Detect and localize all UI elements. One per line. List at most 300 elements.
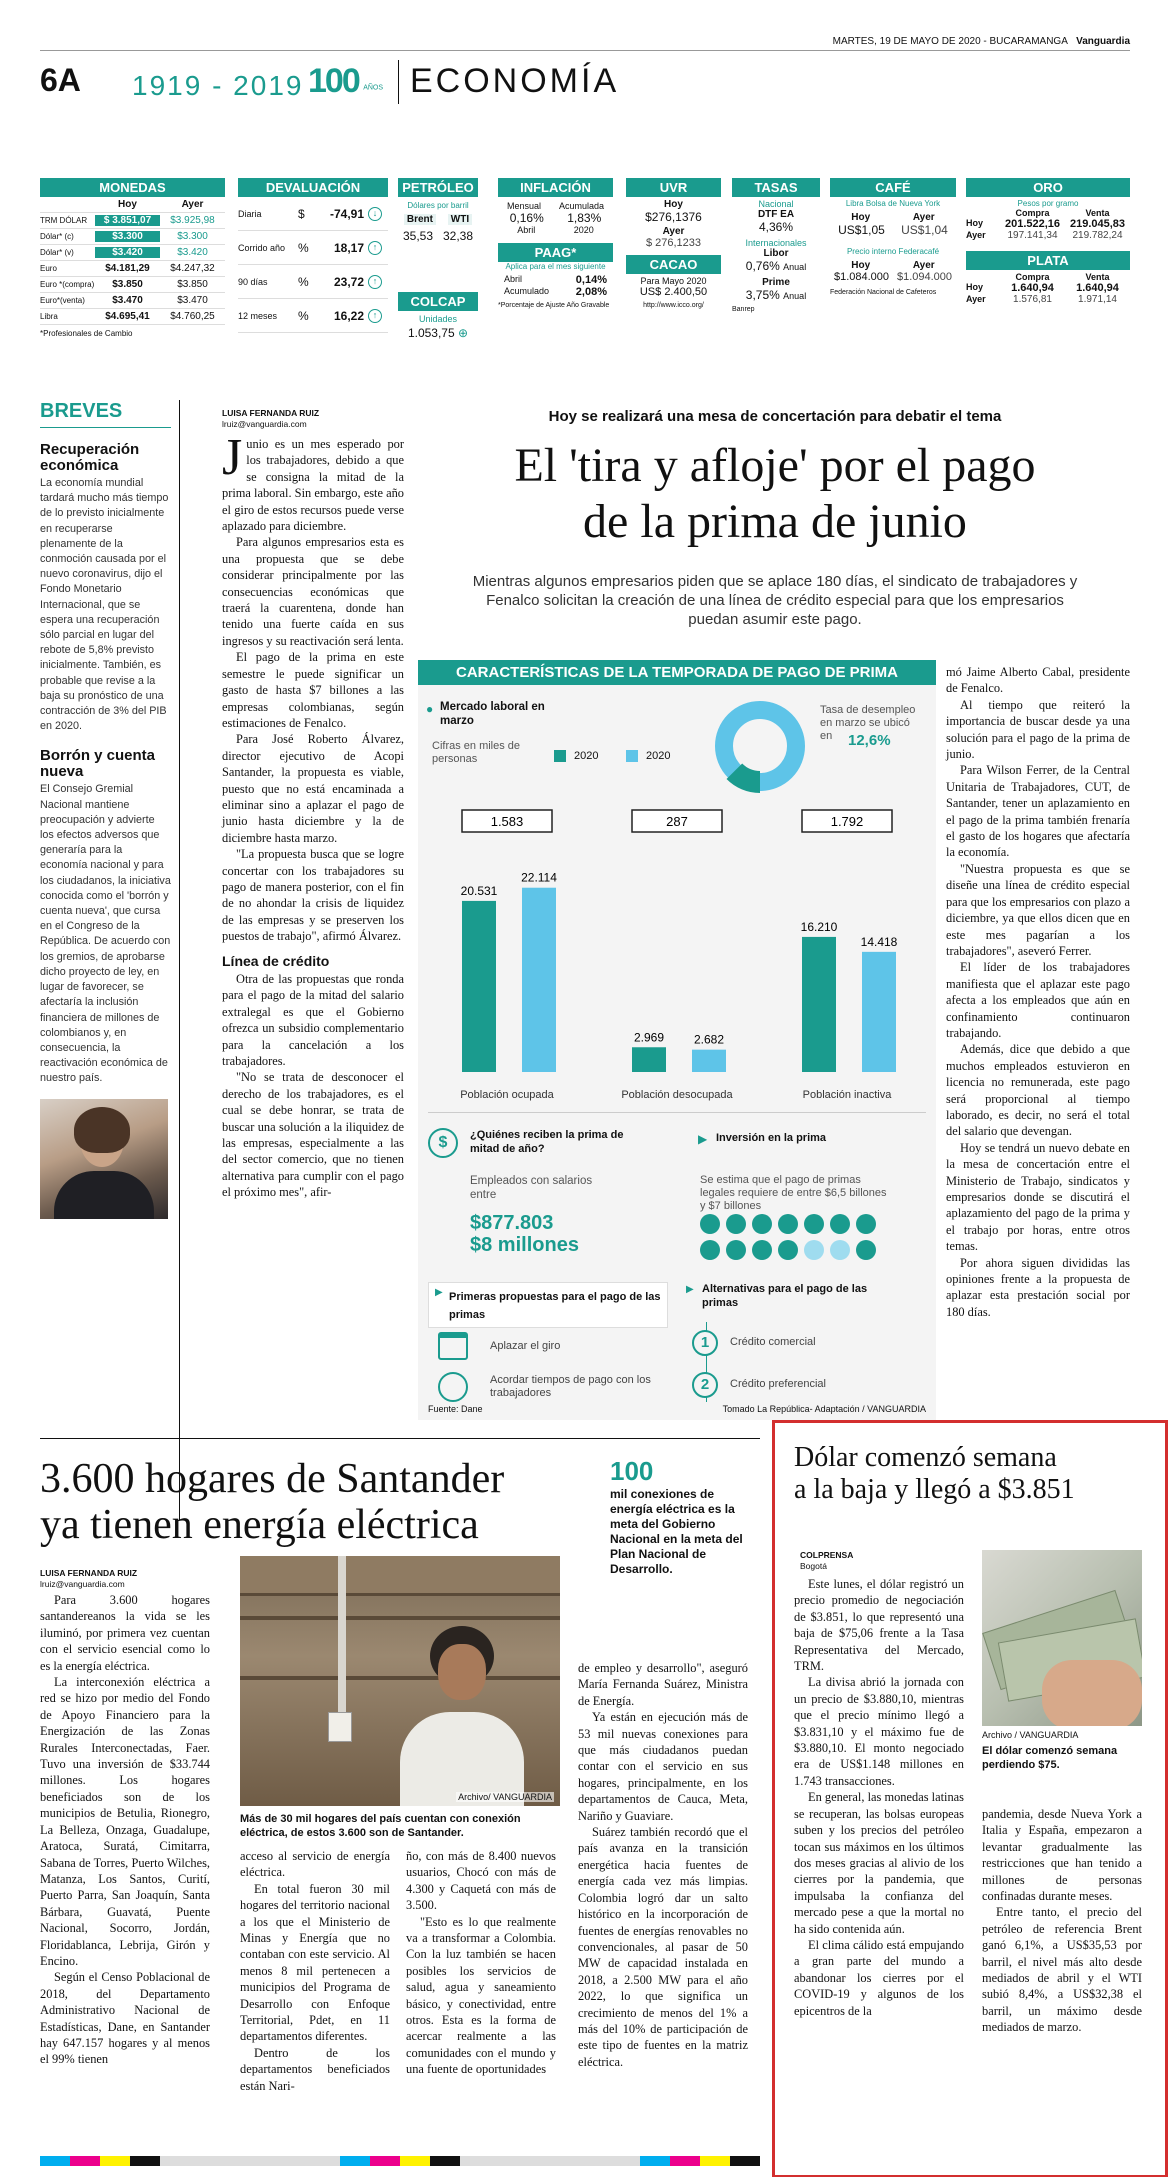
libor-name: Libor	[763, 248, 789, 259]
mensual-value: 0,16%	[509, 211, 544, 225]
currency-hoy: $ 3.851,07	[95, 215, 160, 226]
plata-ayer-venta: 1.971,14	[1078, 294, 1117, 305]
category-label: Población inactiva	[802, 1089, 892, 1101]
quienes-title: ¿Quiénes reciben la prima de mitad de año?	[470, 1129, 624, 1155]
energia-c2: La interconexión eléctrica a red se hizo por medio del Fondo de Apoyo Financiero para la Energización de las Zonas Rurales Interconectadas, Faer. Tuvo una inversión de $33.744 millones. Los hogares beneficiados son de los municipios de Betulia, Rionegro, La Belleza, Onzaga, Guadalupe, Aratoca, Suratá, Cimitarra, Sabana de Torres, Puerto Wilches, Matanza, Los Santos, Curití, Puerto Parra, San Joaquín, Santa Bárbara, Guavatá, Puente Nacional, Socorro, Jordán, Floridablanca, Lebrija, Girón y Encino.	[40, 1675, 210, 1968]
devaluacion-row	[238, 299, 388, 333]
currency-hoy: $4.695,41	[105, 311, 150, 322]
primeras-arrow-icon: ▶	[435, 1287, 443, 1298]
main-byline	[222, 408, 402, 430]
main-p3: El pago de la prima en este semestre le puede significar un gasto de hasta $7 billones a las empresas colombianas, según estimaciones de Fenalco.	[222, 650, 404, 730]
prop2: Acordar tiempos de pago con los trabajadores	[490, 1374, 651, 1399]
cafe-int-values	[830, 271, 956, 283]
prime-sub: Anual	[783, 291, 807, 301]
tasas-src: Banrep	[732, 306, 755, 313]
petroleo-sub: Dólares por barril	[407, 201, 469, 210]
up-arrow-icon: ⊕	[458, 326, 469, 340]
prime-value: 3,75%	[745, 288, 780, 302]
acumulada-label: Acumulada	[558, 201, 605, 211]
colcap-box	[398, 292, 478, 352]
cafe-int-ayer: $1.094.000	[896, 271, 953, 283]
prime-row	[732, 288, 820, 302]
energia-bigstat	[610, 1456, 760, 1577]
currency-ayer: $3.925,98	[170, 215, 215, 226]
petroleo-box	[398, 178, 478, 268]
oro-hoy-venta: 219.045,83	[1069, 218, 1126, 230]
legend-2020a	[554, 750, 598, 762]
deval-value: -74,91	[329, 206, 364, 221]
energia-c6: Dentro de los departamentos beneficiados están Nari-	[240, 2045, 390, 2093]
energia-c5: En total fueron 30 mil hogares del territorio nacional a los que el Ministerio de Minas y Energía que no contaban con este servicio. Al menos 8 mil pertenecen a municipios del Programa de Desarrollo con Enfoque Territorial, Pdet, en 11 departamentos diferentes.	[240, 1881, 390, 2044]
dolar-d3: En general, las monedas latinas se recuperan, las bolsas europeas suben y los precios del petróleo tocan sus máximos en los últimos dos meses gracias al alivio de los cierres por la pandemia, que impulsaba la confianza del mercado pese a que la mortal no ha sido contenida aún.	[794, 1790, 964, 1936]
billion-dot	[830, 1240, 850, 1260]
plata-hoy-row	[966, 282, 1130, 294]
oro-hoy-compra: 201.522,16	[1004, 218, 1061, 230]
energia-c11: Suárez también recordó que el país avanza en la transición energética hacia fuentes de energía cada vez más limpias. Colombia logró dar un salto histórico en la incorporación de fuentes de energías renovables no convencionales, al pasar de 50 MW de capacidad instalada en 2018, a 2.500 MW para el año 2022, lo que significa un crecimiento de menos del 1% a más del 10% de participación de este tipo de fuentes en la matriz eléctrica.	[578, 1825, 748, 2069]
acumulada-sub: 2020	[573, 225, 594, 235]
plata-ayer-row	[966, 294, 1130, 305]
inflacion-values	[498, 211, 613, 225]
energia-big-num: 100	[610, 1456, 654, 1486]
inflacion-box	[498, 178, 613, 358]
oro-compra-label: Compra	[1015, 208, 1050, 218]
section-title: ECONOMÍA	[410, 62, 620, 100]
billion-dot	[752, 1240, 772, 1260]
deval-label: 12 meses	[238, 310, 278, 321]
cafe-int-labels	[830, 260, 956, 271]
desempleo-label: Tasa de desempleo en marzo se ubicó en	[820, 704, 916, 742]
billion-dot	[856, 1240, 876, 1260]
alt2-badge: 2	[692, 1372, 718, 1398]
main-column-1	[222, 429, 404, 1201]
deval-label: 90 días	[238, 276, 268, 287]
woman-face-shape	[438, 1644, 486, 1700]
currency-label: Dólar* (v)	[40, 248, 74, 257]
paper-name: Vanguardia	[1076, 36, 1130, 47]
alt1-badge: 1	[692, 1330, 718, 1356]
legend-2020b-text: 2020	[646, 750, 671, 762]
inflacion-title: INFLACIÓN	[498, 178, 613, 197]
currency-hoy: $3.420	[95, 247, 160, 258]
breve-2-body: El Consejo Gremial Nacional mantiene preocupación y advierte los efectos adversos que generaría para la economía nacional y para los ciudadanos, la iniciativa conocida como el 'borrón y cuenta nueva', que cursa en el Congreso de la República. De acuerdo con los gremios, de aprobarse dicho proyecto de ley, en lugar de favorecer, se afectaría la inclusión financiera de millones de colombianos y, en consecuencia, la reactivación económica de nuestro país.	[40, 783, 171, 1085]
dolar-d4: El clima cálido está empujando a gran parte del mundo a abandonar los cierres por el COVID-19 y algunos de los epicentros de la	[794, 1937, 964, 2018]
cifras-label: Cifras en miles de personas	[432, 740, 521, 765]
main-r1: mó Jaime Alberto Cabal, presidente de Fenalco.	[946, 665, 1130, 696]
cafe-int-ayer-label: Ayer	[912, 260, 935, 271]
mercado-label: Mercado laboral en marzo	[440, 701, 545, 727]
deval-sym: %	[298, 274, 309, 289]
main-r7: Hoy se tendrá un nuevo debate en la mesa de concertación entre el Ministerio de Trabajo, sindicatos y empresarios donde se discutirá el aplazamiento del pago de la prima y el trabajo por horas, entre otros temas.	[946, 1140, 1130, 1254]
deval-sym: $	[298, 206, 305, 221]
dolar-d1: Este lunes, el dólar registró un precio promedio de negociación de $3.851, lo que representó una baja de $75,06 frente a la Tasa Representativa del Mercado, TRM.	[794, 1577, 964, 1674]
deval-sym: %	[298, 240, 309, 255]
libor-value: 0,76%	[745, 259, 780, 273]
inflacion-subs	[498, 225, 613, 235]
monedas-row	[40, 213, 225, 229]
main-p2: Para algunos empresarios esta es una propuesta que se debe considerar principalmente por las consecuencias económicas que traerá la cuarentena, donde han tenido una fuerte caída en sus ingresos y su reactivación será lenta.	[222, 535, 404, 648]
oro-box	[966, 178, 1130, 358]
dolar-photo-credit: Archivo / VANGUARDIA	[982, 1730, 1079, 1740]
breve-1-body: La economía mundial tardará mucho más tiempo de lo previsto inicialmente en recuperarse plenamente de la conmoción causada por el nuevo coronavirus, dijo el Fondo Monetario Internacional, que se espera una recuperación sólo parcial en lugar del rebote de 5,8% previsto inicialmente. También, es probable que revise a la baja su pronóstico de una contracción de 3% del PIB en 2020.	[40, 477, 169, 733]
petroleo-title: PETRÓLEO	[398, 178, 478, 197]
energia-author: LUISA FERNANDA RUIZ	[40, 1568, 138, 1578]
dolar-col-2	[982, 1806, 1142, 2036]
currency-label: TRM DÓLAR	[40, 216, 88, 225]
salario-max: $8 millones	[470, 1234, 579, 1256]
energia-headline-line2: ya tienen energía eléctrica	[40, 1502, 479, 1548]
energia-c9: de empleo y desarrollo", aseguró María Fernanda Suárez, Ministra de Energía.	[578, 1661, 748, 1708]
energia-byline	[40, 1568, 220, 1590]
unemployment-donut	[710, 696, 810, 796]
bar-label-2020b: 22.114	[521, 870, 557, 885]
mercado-icon: ●	[426, 702, 434, 716]
main-email[interactable]: lruiz@vanguardia.com	[222, 419, 307, 429]
energia-c10: Ya están en ejecución más de 53 mil nuevas conexiones para que más ciudadanos puedan contar con el servicio en sus hogares, principalmente, en los departamentos de Cauca, Meta, Nariño y Guaviare.	[578, 1710, 748, 1823]
brent-value: 35,53	[402, 229, 434, 243]
monedas-title: MONEDAS	[40, 178, 225, 197]
deval-label: Diaria	[238, 208, 262, 219]
cacao-src[interactable]: http://www.icco.org/	[643, 302, 704, 309]
logo-number: 100	[308, 62, 359, 100]
dolar-city: Bogotá	[800, 1561, 827, 1571]
dolar-headline-line2: a la baja y llegó a $3.851	[794, 1474, 1075, 1505]
quienes-icon: $	[428, 1128, 458, 1158]
main-p5: "La propuesta busca que se logre concertar con los trabajadores su pago de manera posterior, con el fin de no ahondar la crisis de liquidez de las empresas y se preserven los puestos de trabajo", afirmó Álvarez.	[222, 847, 404, 944]
light-switch-icon	[328, 1712, 352, 1742]
woman-figure	[390, 1626, 530, 1806]
wti-value: 32,38	[442, 229, 474, 243]
infographic-credit: Tomado La República- Adaptación / VANGUARDIA	[722, 1404, 926, 1414]
libor-sub: Anual	[783, 262, 807, 272]
energia-headline-line1: 3.600 hogares de Santander	[40, 1456, 505, 1502]
energia-c3: Según el Censo Poblacional de 2018, del Departamento Administrativo Nacional de Estadísticas, Dane, en Santander hay 647.157 hogares y al menos el 99% tienen	[40, 1970, 210, 2067]
dtf-name: DTF EA	[757, 209, 795, 220]
main-column-right	[946, 664, 1130, 1320]
primeras-box	[428, 1282, 668, 1402]
cacao-sub: Para Mayo 2020	[640, 276, 707, 286]
plata-compra-label: Compra	[1015, 272, 1050, 282]
clock-icon	[438, 1372, 468, 1402]
devaluacion-row	[238, 231, 388, 265]
paag-acum-label: Acumulado	[504, 286, 550, 296]
cafe-sub2: Precio interno Federacafé	[846, 247, 940, 256]
monedas-head-row	[40, 197, 225, 213]
monedas-hoy-label: Hoy	[118, 199, 137, 210]
mensual-label: Mensual	[506, 201, 542, 211]
energia-email[interactable]: lruiz@vanguardia.com	[40, 1579, 125, 1589]
bar-2020b	[692, 1050, 726, 1072]
dolar-col-1	[794, 1576, 964, 2019]
deval-sym: %	[298, 308, 309, 323]
devaluacion-row	[238, 265, 388, 299]
billion-dot	[778, 1240, 798, 1260]
main-author: LUISA FERNANDA RUIZ	[222, 408, 320, 418]
currency-ayer: $4.247,32	[170, 263, 215, 274]
infographic	[418, 660, 936, 1420]
cafe-sub1: Libra Bolsa de Nueva York	[845, 199, 941, 208]
oro-ayer-row	[966, 230, 1130, 241]
bar-label-2020a: 16.210	[800, 919, 838, 934]
alternativas-arrow-icon: ▶	[686, 1284, 694, 1295]
monedas-note: *Profesionales de Cambio	[40, 329, 133, 338]
deval-value: 23,72	[333, 274, 364, 289]
dolar-d6: Entre tanto, el precio del petróleo de referencia Brent ganó 6,1%, a US$35,53 por barril, el nivel más alto desde mediados de abril y el WTI subió 8,4%, a US$32,38 el barril, un máximo desde mediados de marzo.	[982, 1905, 1142, 2035]
currency-ayer: $4.760,25	[170, 311, 215, 322]
diff-value: 1.583	[490, 814, 524, 829]
bar-2020b	[862, 952, 896, 1072]
devaluacion-box	[238, 178, 388, 338]
main-p4: Para José Roberto Álvarez, director ejecutivo de Acopi Santander, la propuesta es viable, puesto que no está encaminada a eliminar sino a aplazar el pago de junio hasta diciembre y la de diciembre hasta marzo.	[222, 732, 404, 845]
dolar-photo	[982, 1550, 1142, 1726]
main-r4: "Nuestra propuesta es que se diseñe una línea de crédito especial para que los empresarios con plazo a diciembre, ya que ellos dicen que en este mes pagarían a los trabajadores", aseveró Ferrer.	[946, 861, 1130, 958]
cafe-ny-values	[830, 223, 956, 237]
bar-2020a	[632, 1047, 666, 1072]
energia-c8: "Esto es lo que realmente va a transformar a Colombia. Con la luz también se hacen posibles los servicios de salud, agua y saneamiento básico, y conectividad, entre otros. Esta es la forma de acercar realmente a las comunidades con el mundo y una fuente de oportunidades	[406, 1914, 556, 2077]
billion-dot	[804, 1240, 824, 1260]
page-number: 6A	[40, 62, 81, 98]
bar-label-2020a: 20.531	[460, 883, 498, 898]
devaluacion-title: DEVALUACIÓN	[238, 178, 388, 197]
petroleo-values	[398, 229, 478, 243]
desempleo-value: 12,6%	[848, 732, 891, 749]
devaluacion-row	[238, 197, 388, 231]
tasas-title: TASAS	[732, 178, 820, 197]
paag-acum-value: 2,08%	[575, 286, 607, 298]
diff-value: 287	[666, 814, 688, 829]
colcap-sub: Unidades	[418, 314, 458, 324]
breves-sidebar	[40, 400, 180, 1520]
paag-abril-value: 0,14%	[575, 274, 607, 286]
section-rule	[40, 1438, 760, 1439]
uvr-hoy: $276,1376	[645, 210, 702, 224]
main-r2: Al tiempo que reiteró la importancia de buscar desde ya una solución para el pago de la prima de junio.	[946, 697, 1130, 762]
breve-1-head: Recuperación económica	[40, 441, 140, 474]
dolar-headline	[794, 1442, 1154, 1506]
oro-labels	[966, 208, 1130, 218]
bar-2020a	[462, 901, 496, 1072]
cafe-box	[830, 178, 956, 358]
bar-label-2020a: 2.969	[633, 1030, 665, 1045]
dolar-d2: La divisa abrió la jornada con un precio de $3.880,10, mientras que el precio mínimo llegó a $3.831,10 y el máximo fue de $3.880,10. El monto negociado era de US$1.148 millones en 1.743 transacciones.	[794, 1675, 964, 1788]
monedas-row	[40, 309, 225, 325]
cafe-ayer-label: Ayer	[912, 212, 935, 223]
person-hair-shape	[74, 1107, 130, 1153]
infographic-source: Fuente: Dane	[428, 1404, 483, 1414]
legend-2020a-text: 2020	[574, 750, 599, 762]
breves-photo	[40, 1099, 168, 1219]
legend-swatch-dark	[554, 750, 566, 762]
energia-photo	[240, 1556, 560, 1806]
arrow-up-icon: ↑	[368, 275, 382, 289]
currency-hoy: $3.470	[112, 295, 143, 306]
main-subhead: Línea de crédito	[222, 952, 330, 969]
plata-ayer-label: Ayer	[966, 294, 986, 304]
paag-title: PAAG*	[498, 243, 613, 262]
inversion-text: Se estima que el pago de primas legales requiere de entre $6,5 billones y $7 billones	[700, 1174, 887, 1212]
currency-ayer: $3.300	[177, 231, 208, 242]
cafe-int-hoy: $1.084.000	[833, 271, 890, 283]
arrow-up-icon: ↑	[368, 241, 382, 255]
legend-2020b	[626, 750, 670, 762]
deval-value: 18,17	[333, 240, 364, 255]
alternativas-box	[686, 1282, 926, 1402]
main-r3: Para Wilson Ferrer, de la Central Unitaria de Trabajadores, CUT, de Santander, tener un aplazamiento en el pago de la prima también frenaría el gasto de los hogares que afectaría la economía.	[946, 763, 1130, 860]
plata-hoy-label: Hoy	[966, 282, 984, 292]
inflacion-labels	[498, 201, 613, 211]
main-headline-line1: El 'tira y afloje' por el pago	[514, 439, 1036, 492]
cafe-ny-labels	[830, 212, 956, 223]
electrical-conduit	[338, 1556, 346, 1726]
monedas-row	[40, 277, 225, 293]
dtf-label: Nacional	[758, 199, 794, 209]
currency-label: Euro*(venta)	[40, 296, 85, 305]
person-body-shape	[54, 1171, 154, 1219]
cafe-int-hoy-label: Hoy	[851, 260, 871, 271]
plata-venta-label: Venta	[1085, 272, 1110, 282]
oro-ayer-venta: 219.782,24	[1072, 230, 1123, 241]
uvr-ayer-label: Ayer	[662, 226, 685, 237]
energia-big-text: mil conexiones de energía eléctrica es la meta del Gobierno Nacional en la meta del Plan Nacional de Desarrollo.	[610, 1487, 743, 1576]
billion-dot	[700, 1214, 720, 1234]
currency-ayer: $3.420	[177, 247, 208, 258]
currency-ayer: $3.850	[177, 279, 208, 290]
currency-hoy: $3.300	[95, 231, 160, 242]
category-label: Población desocupada	[621, 1089, 733, 1101]
energia-c4: acceso al servicio de energía eléctrica.	[240, 1849, 390, 1880]
deval-value: 16,22	[333, 308, 364, 323]
billion-dot	[804, 1214, 824, 1234]
billion-dot	[830, 1214, 850, 1234]
header-divider	[398, 60, 399, 104]
dolar-author: COLPRENSA	[800, 1550, 854, 1560]
main-kicker: Hoy se realizará una mesa de concertación para debatir el tema	[548, 408, 1002, 425]
main-p6: Otra de las propuestas que ronda para el pago de la mitad del salario extralegal es que el Gobierno ofrezca un subsidio complementario para la cancelación a los trabajadores.	[222, 972, 404, 1069]
plata-ayer-compra: 1.576,81	[1013, 294, 1052, 305]
cafe-ny-ayer: US$1,04	[901, 223, 948, 237]
energia-headline	[40, 1456, 600, 1548]
colcap-number: 1.053,75	[407, 326, 455, 340]
oro-title: ORO	[966, 178, 1130, 197]
dolar-caption: El dólar comenzó semana perdiendo $75.	[982, 1745, 1118, 1771]
primeras-title-bar	[428, 1282, 668, 1328]
billion-dot	[726, 1240, 746, 1260]
main-p1: unio es un mes esperado por los trabajadores, debido a que se consigna la mitad de la prima laboral. Sin embargo, este año el giro de estos recursos puede verse aplazado para diciembre.	[222, 437, 404, 534]
diff-value: 1.792	[830, 814, 864, 829]
printer-color-bar	[40, 2156, 760, 2166]
alternativas-title: Alternativas para el pago de las primas	[702, 1283, 868, 1309]
logo-sub: AÑOS	[363, 84, 384, 92]
wall-plank-1	[240, 1556, 560, 1596]
main-r5: El líder de los trabajadores manifiesta que el aplazar este pago afecta a los empleados que aún en confinamiento continuaron trabajando.	[946, 960, 1130, 1040]
paag-sub: Aplica para el mes siguiente	[505, 262, 606, 271]
primeras-title: Primeras propuestas para el pago de las primas	[449, 1291, 661, 1321]
energia-col-4	[578, 1660, 748, 2070]
infographic-divider	[428, 1112, 926, 1113]
dolar-byline	[800, 1550, 950, 1572]
empleados-label: Empleados con salarios entre	[470, 1175, 593, 1201]
dtf-value: 4,36%	[758, 220, 794, 234]
breve-2-head: Borrón y cuenta nueva	[40, 747, 156, 781]
libor-label: Internacionales	[745, 238, 807, 248]
prime-name: Prime	[762, 277, 790, 288]
billion-dot	[726, 1214, 746, 1234]
energia-caption: Más de 30 mil hogares del país cuentan con conexión eléctrica, de estos 3.600 son de Santander.	[240, 1813, 521, 1839]
main-headline-line2: de la prima de junio	[583, 495, 967, 548]
monedas-row	[40, 293, 225, 309]
currency-label: Dólar* (c)	[40, 232, 74, 241]
tasas-box	[732, 178, 820, 358]
cafe-title: CAFÉ	[830, 178, 956, 197]
billion-dot	[700, 1240, 720, 1260]
oro-ayer-compra: 197.141,34	[1007, 230, 1058, 241]
wti-label: WTI	[448, 214, 472, 225]
currency-label: Euro *(compra)	[40, 280, 95, 289]
oro-sub: Pesos por gramo	[1017, 199, 1079, 208]
billion-dots	[700, 1214, 900, 1274]
bar-2020a	[802, 937, 836, 1072]
oro-hoy-label: Hoy	[966, 218, 984, 228]
category-label: Población ocupada	[460, 1089, 554, 1101]
alt1: Crédito comercial	[730, 1336, 816, 1348]
dropcap: J	[222, 429, 243, 486]
wall-plank-2	[240, 1616, 560, 1620]
acumulada-value: 1,83%	[567, 211, 602, 225]
uvr-hoy-label: Hoy	[664, 199, 683, 210]
monedas-box	[40, 178, 225, 358]
arrow-up-icon: ↑	[368, 309, 382, 323]
dolar-d5: pandemia, desde Nueva York a Italia y España, empezaron a levantar gradualmente las restricciones que han tenido a millones de personas confinadas durante meses.	[982, 1807, 1142, 1904]
main-p7: "No se trata de desconocer el derecho de los trabajadores, es el cual se debe honrar, se trata de buscar una solución a la iliquidez de las empresas, especialmente a las del sector comercio, que no tienen alternativa para cumplir con el pago el próximo mes", afir-	[222, 1070, 404, 1200]
cafe-hoy-label: Hoy	[851, 212, 871, 223]
infographic-title: CARACTERÍSTICAS DE LA TEMPORADA DE PAGO DE PRIMA	[418, 660, 936, 685]
energia-col-2	[240, 1848, 390, 2094]
energia-col-3	[406, 1848, 556, 2078]
billion-dot	[856, 1214, 876, 1234]
energia-photo-credit: Archivo/ VANGUARDIA	[458, 1792, 552, 1802]
oro-ayer-label: Ayer	[966, 230, 986, 240]
currency-ayer: $3.470	[177, 295, 208, 306]
cafe-src: Federación Nacional de Cafeteros	[830, 289, 937, 296]
brent-label: Brent	[404, 214, 436, 225]
bar-2020b	[522, 888, 556, 1072]
currency-label: Libra	[40, 312, 58, 321]
colcap-title: COLCAP	[398, 292, 478, 311]
currency-hoy: $4.181,29	[105, 263, 150, 274]
calendar-icon	[438, 1332, 468, 1360]
currency-hoy: $3.850	[112, 279, 143, 290]
plata-hoy-venta: 1.640,94	[1076, 282, 1119, 294]
alt2: Crédito preferencial	[730, 1378, 826, 1390]
monedas-ayer-label: Ayer	[181, 199, 204, 210]
dateline-text: MARTES, 19 DE MAYO DE 2020 - BUCARAMANGA	[832, 36, 1068, 47]
cafe-ny-hoy: US$1,05	[838, 223, 885, 237]
billion-dot	[752, 1214, 772, 1234]
colcap-value	[398, 326, 478, 340]
plata-title: PLATA	[966, 251, 1130, 270]
libor-row	[732, 259, 820, 273]
salario-min: $877.803	[470, 1212, 554, 1234]
deval-label: Corrido año	[238, 242, 286, 253]
paag-note: *Porcentaje de Ajuste Año Gravable	[498, 302, 610, 309]
bar-label-2020b: 2.682	[693, 1032, 725, 1047]
monedas-row	[40, 245, 225, 261]
currency-label: Euro	[40, 264, 57, 273]
plata-hoy-compra: 1.640,94	[1011, 282, 1054, 294]
paag-abril-row	[498, 274, 613, 286]
plata-labels	[966, 272, 1130, 282]
inversion-icon: ▶	[698, 1132, 708, 1146]
uvr-ayer: $ 276,1233	[645, 237, 702, 249]
